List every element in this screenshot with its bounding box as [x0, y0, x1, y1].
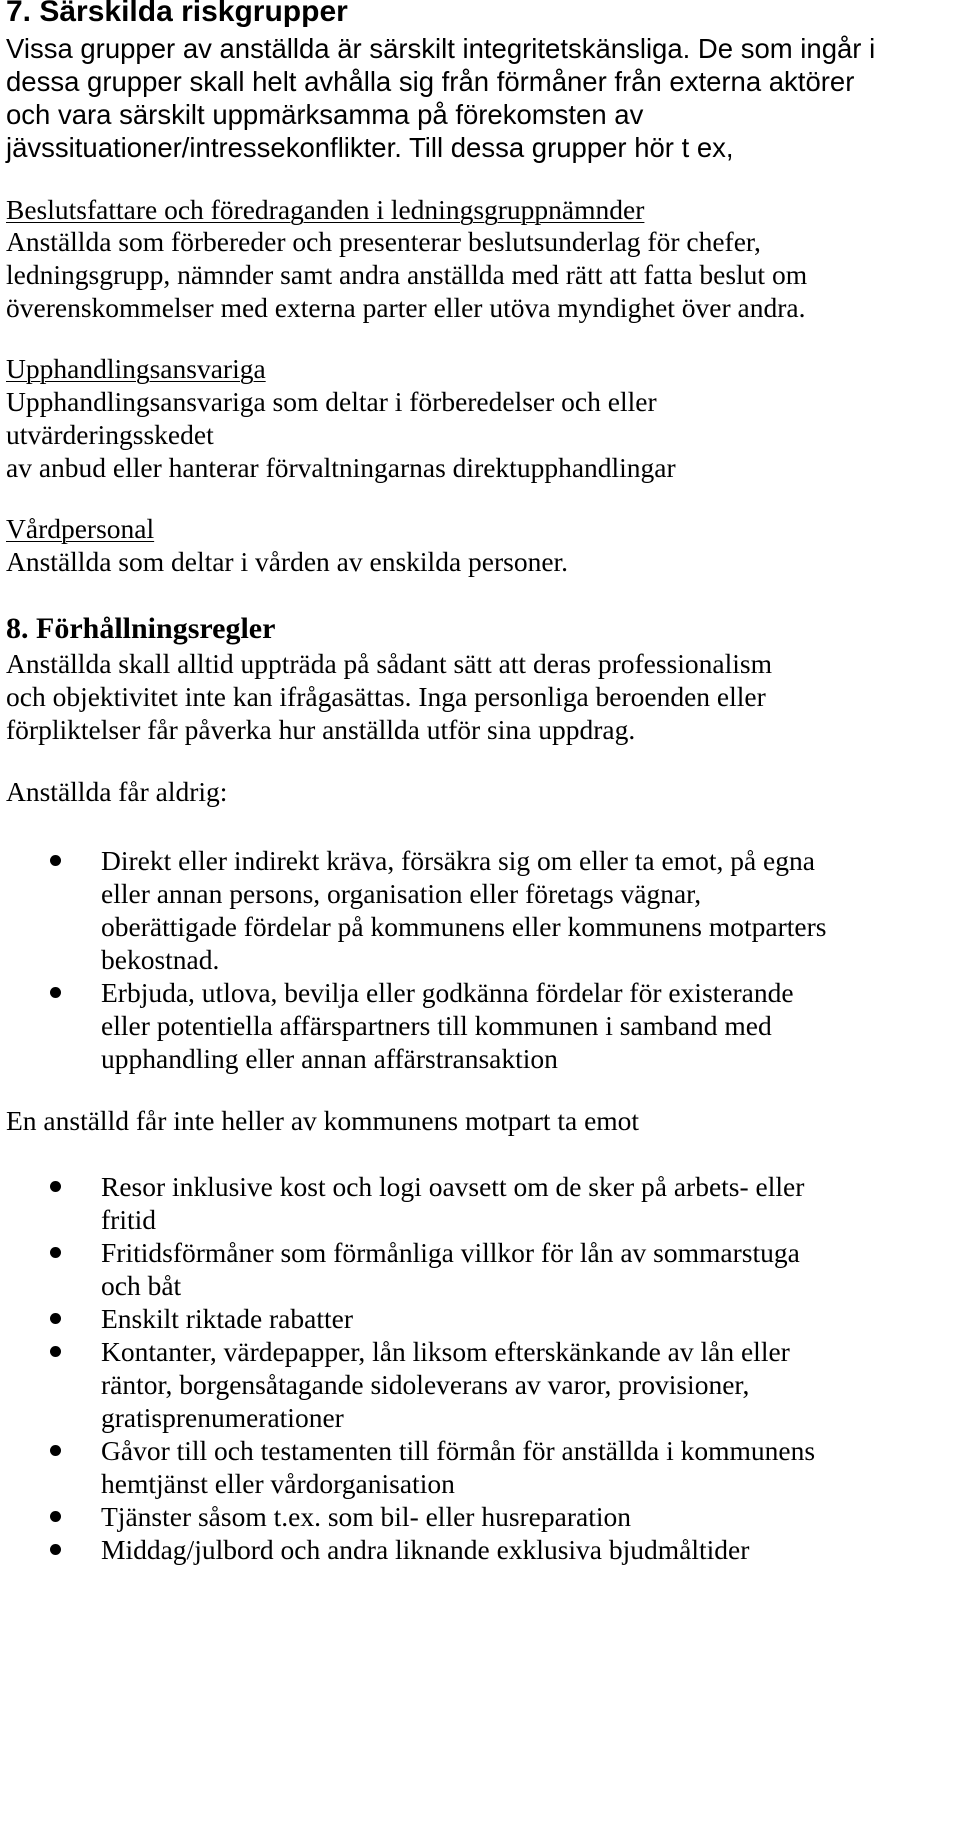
- list-item-line: eller potentiella affärspartners till kommunen i samband med: [101, 1010, 772, 1041]
- section-8-intro-line: förpliktelser får påverka hur anställda utför sina uppdrag.: [6, 714, 636, 745]
- section-7-intro-line: dessa grupper skall helt avhålla sig från förmåner från externa aktörer: [6, 66, 855, 97]
- bullet-icon: [50, 987, 61, 998]
- list-item-line: oberättigade fördelar på kommunens eller kommunens motparters: [101, 911, 827, 942]
- group-text-line: av anbud eller hanterar förvaltningarnas direktupphandlingar: [6, 452, 676, 483]
- bullet-icon: [50, 1247, 61, 1258]
- group-text-line: ledningsgrupp, nämnder samt andra anställda med rätt att fatta beslut om: [6, 259, 808, 290]
- list-item-line: Fritidsförmåner som förmånliga villkor för lån av sommarstuga: [101, 1237, 800, 1268]
- list-item-line: eller annan persons, organisation eller företags vägnar,: [101, 878, 702, 909]
- section-7-intro-line: jävssituationer/intressekonflikter. Till dessa grupper hör t ex,: [6, 132, 734, 163]
- section-8-intro-line: Anställda skall alltid uppträda på sådant sätt att deras professionalism: [6, 648, 772, 679]
- list-item-line: Direkt eller indirekt kräva, försäkra sig om eller ta emot, på egna: [101, 845, 815, 876]
- list-item-line: Kontanter, värdepapper, lån liksom efterskänkande av lån eller: [101, 1336, 790, 1367]
- accept-label: En anställd får inte heller av kommunens motpart ta emot: [6, 1105, 640, 1136]
- list-item-line: Erbjuda, utlova, bevilja eller godkänna fördelar för existerande: [101, 977, 794, 1008]
- list-item-line: Middag/julbord och andra liknande exklusiva bjudmåltider: [101, 1534, 750, 1565]
- list-item-line: bekostnad.: [101, 944, 220, 975]
- bullet-icon: [50, 1544, 61, 1555]
- section-8-heading: 8. Förhållningsregler: [6, 612, 276, 645]
- bullet-icon: [50, 1445, 61, 1456]
- group-title-vardpersonal: Vårdpersonal: [6, 513, 155, 544]
- bullet-icon: [50, 1313, 61, 1324]
- section-7-intro-line: och vara särskilt uppmärksamma på förekomsten av: [6, 99, 644, 130]
- bullet-icon: [50, 1511, 61, 1522]
- list-item-line: Tjänster såsom t.ex. som bil- eller husreparation: [101, 1501, 631, 1532]
- list-item-line: räntor, borgensåtagande sidoleverans av varor, provisioner,: [101, 1369, 750, 1400]
- section-8-intro-line: och objektivitet inte kan ifrågasättas. Inga personliga beroenden eller: [6, 681, 766, 712]
- group-text-line: överenskommelser med externa parter eller utöva myndighet över andra.: [6, 292, 806, 323]
- group-title-beslutsfattare: Beslutsfattare och föredraganden i ledningsgruppnämnder: [6, 194, 645, 225]
- list-item-line: hemtjänst eller vårdorganisation: [101, 1468, 455, 1499]
- group-title-upphandlingsansvariga: Upphandlingsansvariga: [6, 353, 266, 384]
- section-7-heading: 7. Särskilda riskgrupper: [6, 0, 348, 28]
- list-item-line: Enskilt riktade rabatter: [101, 1303, 353, 1334]
- list-item-line: och båt: [101, 1270, 182, 1301]
- list-item-line: Resor inklusive kost och logi oavsett om de sker på arbets- eller: [101, 1171, 805, 1202]
- list-item-line: gratisprenumerationer: [101, 1402, 344, 1433]
- section-7-intro-line: Vissa grupper av anställda är särskilt integritetskänsliga. De som ingår i: [6, 33, 876, 64]
- bullet-icon: [50, 1181, 61, 1192]
- bullet-icon: [50, 855, 61, 866]
- list-item-line: Gåvor till och testamenten till förmån för anställda i kommunens: [101, 1435, 816, 1466]
- group-text-line: Anställda som deltar i vården av enskilda personer.: [6, 546, 569, 577]
- group-text-line: Anställda som förbereder och presenterar beslutsunderlag för chefer,: [6, 226, 761, 257]
- group-text-line: Upphandlingsansvariga som deltar i förberedelser och eller: [6, 386, 657, 417]
- bullet-icon: [50, 1346, 61, 1357]
- list-item-line: upphandling eller annan affärstransaktion: [101, 1043, 558, 1074]
- list-item-line: fritid: [101, 1204, 156, 1235]
- never-label: Anställda får aldrig:: [6, 776, 228, 807]
- group-text-line: utvärderingsskedet: [6, 419, 214, 450]
